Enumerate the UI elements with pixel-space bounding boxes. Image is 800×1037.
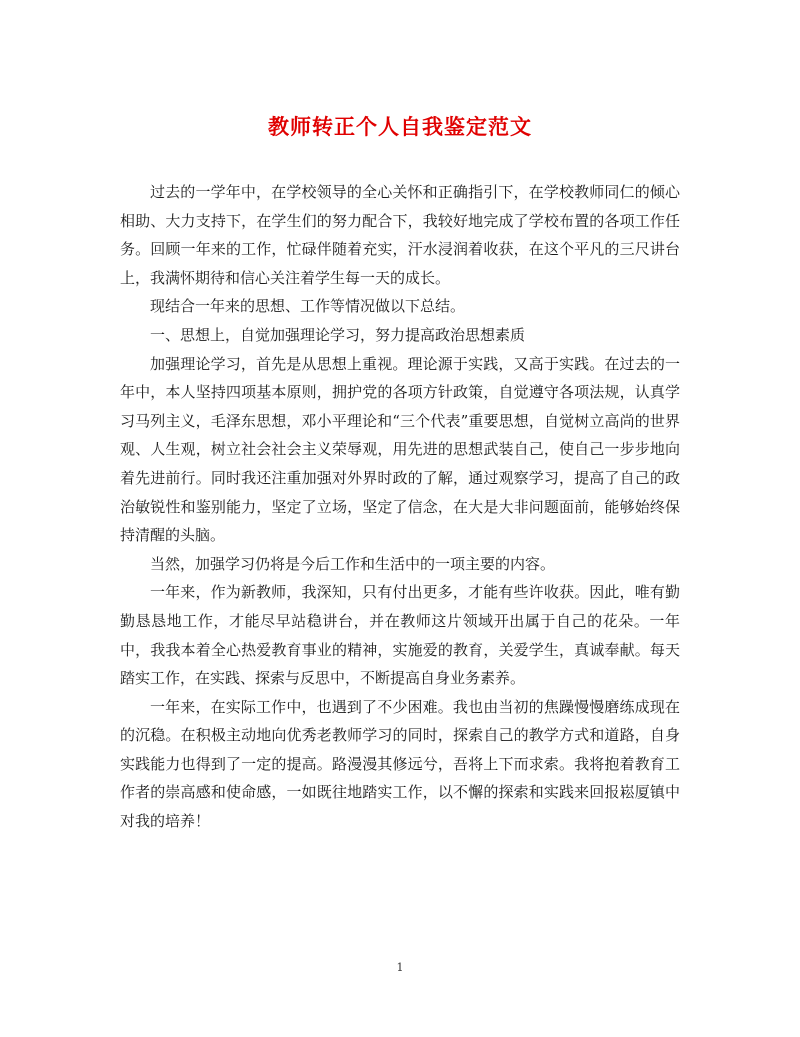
page-number: 1 — [396, 961, 404, 974]
document-body — [120, 178, 680, 836]
paragraph-intro: 过去的一学年中，在学校领导的全心关怀和正确指引下，在学校教师同仁的倾心相助、大力支持下，在学生们的努力配合下，我较好地完成了学校布置的各项工作任务。回顾一年来的工作，忙碌伴随着充实，汗水浸润着收获，在这个平凡的三尺讲台上，我满怀期待和信心关注着学生每一天的成长。 — [120, 183, 680, 287]
paragraph-difficulties: 一年来，在实际工作中，也遇到了不少困难。我也由当初的焦躁慢慢磨练成现在的沉稳。在积极主动地向优秀老教师学习的同时，探索自己的教学方式和道路，自身实践能力也得到了一定的提高。路漫漫其修远兮，吾将上下而求索。我将抱着教育工作者的崇高感和使命感，一如既往地踏实工作，以不懈的探索和实践来回报崧厦镇中对我的培养！ — [120, 697, 680, 831]
document-title: 教师转正个人自我鉴定范文 — [268, 114, 532, 139]
paragraph-summary-lead: 现结合一年来的思想、工作等情况做以下总结。 — [150, 297, 466, 316]
section-heading-thought: 一、思想上，自觉加强理论学习，努力提高政治思想素质 — [150, 325, 526, 344]
paragraph-new-teacher: 一年来，作为新教师，我深知，只有付出更多，才能有些许收获。因此，唯有勤勤恳恳地工作，才能尽早站稳讲台，并在教师这片领域开出属于自己的花朵。一年中，我我本着全心热爱教育事业的精神，实施爱的教育，关爱学生，真诚奉献。每天踏实工作，在实践、探索与反思中，不断提高自身业务素养。 — [120, 583, 680, 688]
paragraph-continued-study: 当然，加强学习仍将是今后工作和生活中的一项主要的内容。 — [150, 554, 556, 573]
paragraph-theory-study: 加强理论学习，首先是从思想上重视。理论源于实践，又高于实践。在过去的一年中，本人坚持四项基本原则，拥护党的各项方针政策，自觉遵守各项法规，认真学习马列主义，毛泽东思想，邓小平理论和“三个代表”重要思想，自觉树立高尚的世界观、人生观，树立社会社会主义荣辱观，用先进的思想武装自己，使自己一步步地向着先进前行。同时我还注重加强对外界时政的了解，通过观察学习，提高了自己的政治敏锐性和鉴别能力，坚定了立场，坚定了信念，在大是大非问题面前，能够始终保持清醒的头脑。 — [120, 354, 680, 545]
